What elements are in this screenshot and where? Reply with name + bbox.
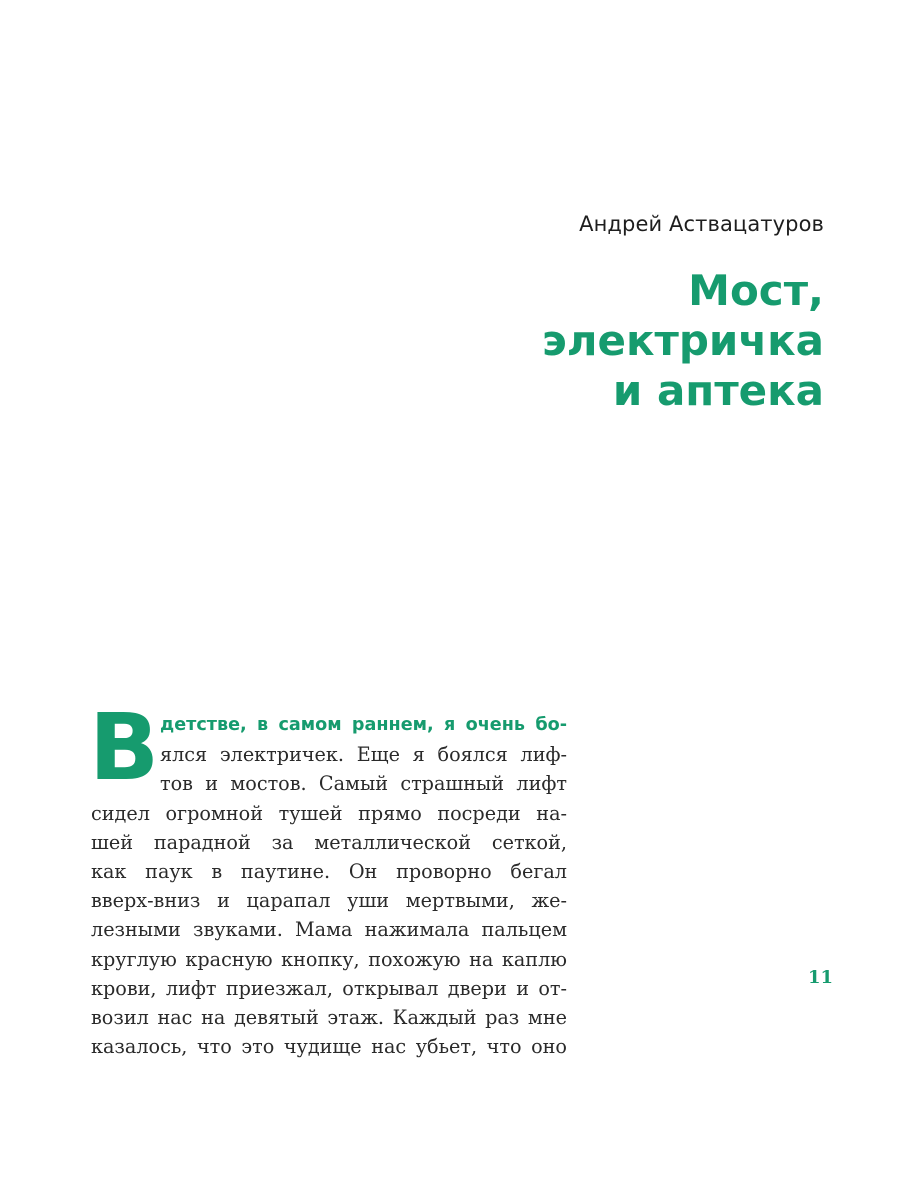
body-line: как паук в паутине. Он проворно бегал (91, 859, 567, 883)
page-number: 11 (808, 967, 834, 988)
chapter-title-line: Мост, (688, 266, 824, 315)
body-line: лезными звуками. Мама нажимала пальцем (91, 918, 567, 942)
body-line: шей парадной за металлической сеткой, (91, 830, 567, 854)
chapter-title-line: и аптека (612, 366, 824, 415)
body-line: возил нас на девятый этаж. Каждый раз мне (91, 1005, 567, 1029)
body-line: крови, лифт приезжал, открывал двери и от- (91, 976, 567, 1000)
author-name: Андрей Аствацатуров (579, 212, 824, 236)
chapter-title (542, 266, 824, 416)
drop-cap: В (89, 694, 160, 801)
body-paragraph (91, 711, 567, 1061)
body-line: детстве, в самом раннем, я очень бо- (160, 715, 567, 735)
body-line: тов и мостов. Самый страшный лифт (160, 772, 567, 796)
body-line: круглую красную кнопку, похожую на каплю (91, 947, 567, 971)
body-line: вверх-вниз и царапал уши мертвыми, же- (91, 889, 567, 913)
body-line: ялся электричек. Еще я боялся лиф- (160, 743, 567, 767)
body-line: сидел огромной тушей прямо посреди на- (91, 801, 567, 825)
body-line: казалось, что это чудище нас убьет, что оно (91, 1035, 567, 1059)
chapter-title-line: электричка (541, 316, 824, 365)
